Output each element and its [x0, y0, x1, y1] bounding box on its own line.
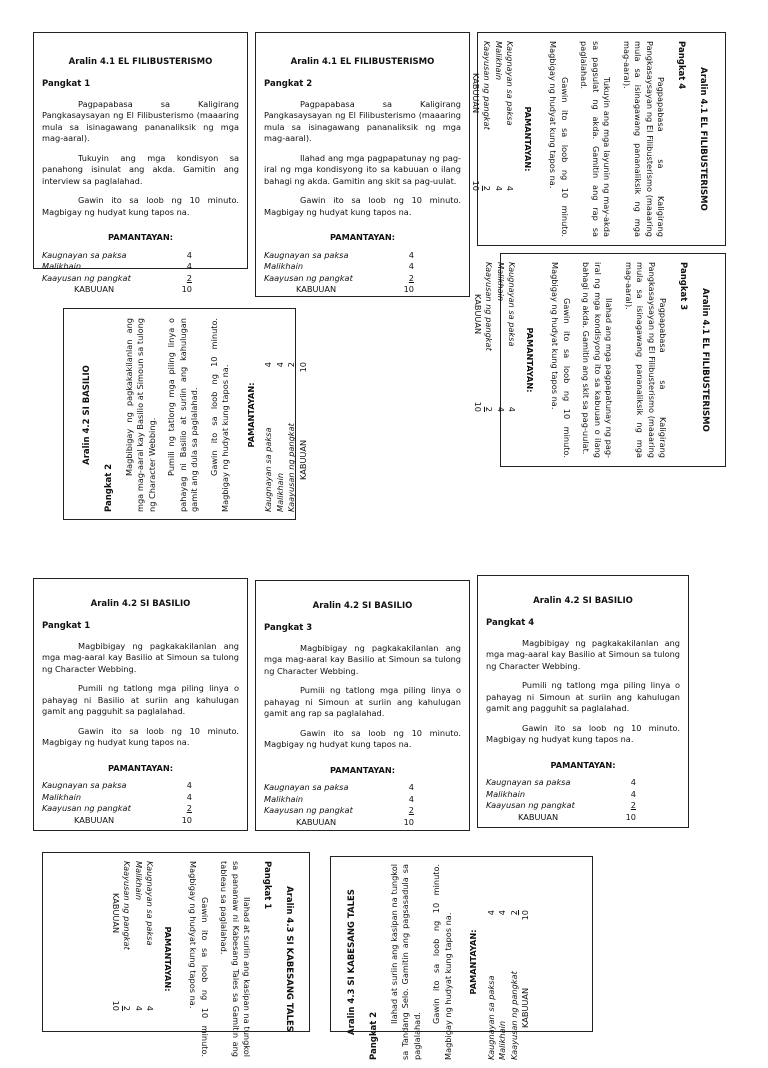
- activity-card: [470, 32, 726, 246]
- instruction-text: Gawin ito sa loob ng 10 minuto. Magbigay ng hudyat kung tapos na.: [42, 195, 239, 217]
- criteria-title: PAMANTAYAN:: [329, 232, 396, 243]
- instruction-text: Gawin ito sa loob ng 10 minuto. Magbigay ng hudyat kung tapos na.: [431, 864, 453, 1060]
- card-title: Aralin 4.2 SI BASILIO: [312, 601, 413, 611]
- instruction-text: Magbibigay ng pagkakakilanlan ang mga mag-aaral kay Basilio at Simoun sa tulong ng Character Webbing.: [264, 642, 461, 676]
- total-score: 10: [181, 284, 192, 295]
- criteria-score: 2: [408, 272, 414, 283]
- group-label: Pangkat 2: [264, 78, 313, 89]
- criteria-title: PAMANTAYAN:: [162, 926, 173, 992]
- total-score: 10: [472, 401, 483, 412]
- total-label: KABUUAN: [296, 284, 337, 295]
- criteria-score: 4: [186, 249, 192, 260]
- group-label: Pangkat 1: [42, 78, 91, 89]
- instruction-text: Gawin ito sa loob ng 10 minuto. Magbigay ng hudyat kung tapos na.: [486, 722, 680, 745]
- group-label: Pangkat 1: [262, 861, 273, 910]
- criteria-label: Kaayusan ng pangkat: [486, 800, 575, 811]
- card-content: [470, 33, 726, 245]
- card-title: Aralin 4.2 SI BASILIO: [533, 596, 633, 606]
- criteria-label: Kaugnayan sa paksa: [264, 782, 349, 793]
- criteria-label: Kaayusan ng pangkat: [482, 41, 493, 130]
- criteria-score: 2: [186, 803, 192, 814]
- criteria-label: Kaugnayan sa paksa: [505, 41, 516, 126]
- card-title: Aralin 4.3 SI KABESANG TALES: [284, 886, 294, 1032]
- total-score: 10: [520, 910, 531, 921]
- card-title: Aralin 4.2 SI BASILIO: [82, 365, 92, 465]
- criteria-score: 4: [408, 249, 414, 260]
- total-score: 10: [403, 816, 414, 827]
- criteria-label: Kaugnayan sa paksa: [42, 780, 127, 791]
- instruction-text: Pagpapabasa sa Kaligirang Pangkasaysayan ng El Filibusterismo (maaaring mula sa isinagawang pananaliksik ng mga mag-aaral).: [621, 41, 667, 237]
- criteria-label: Kaugnayan sa paksa: [507, 262, 518, 347]
- criteria-label: Kaugnayan sa paksa: [264, 249, 349, 260]
- criteria-table: [486, 910, 532, 1060]
- criteria-label: Kaugnayan sa paksa: [263, 427, 274, 512]
- criteria-score: 4: [630, 788, 636, 799]
- criteria-label: Kaayusan ng pangkat: [484, 262, 495, 351]
- total-label: KABUUAN: [74, 814, 115, 825]
- instruction-text: Pumili ng tatlong mga piling linya o pahayag ni Basilio at suriin ang kahulugan gamit ang dula sa paglalahad.: [166, 318, 200, 512]
- instruction-text: Pumili ng tatlong mga piling linya o pahayag ni Simoun at suriin ang kahulugan gamit ang pagguhit sa paglalahad.: [486, 680, 680, 714]
- criteria-score: 4: [630, 777, 636, 788]
- criteria-label: Malikhain: [495, 262, 506, 302]
- criteria-score: 4: [505, 185, 516, 191]
- card-content: [478, 576, 688, 831]
- criteria-score: 2: [408, 805, 414, 816]
- card-title: Aralin 4.1 EL FILIBUSTERISMO: [68, 57, 213, 67]
- instruction-text: Ilahad at suriin ang kasipan na tungkol sa Tandang Selo. Gamitin ang pagsasadula sa paglalahad.: [388, 864, 422, 1060]
- card-content: [64, 310, 308, 520]
- criteria-label: Malikhain: [133, 861, 144, 901]
- group-label: Pangkat 4: [676, 41, 687, 90]
- criteria-table: [42, 780, 192, 826]
- activity-card: [255, 32, 470, 297]
- criteria-table: [264, 782, 414, 828]
- instruction-text: Pagpapabasa sa Kaligirang Pangkasaysayan ng El Filibusterismo (maaaring mula sa isinagawang pananaliksik ng mga mag-aaral).: [42, 98, 239, 144]
- instruction-text: Ilahad ang mga pagpapatunay ng pag-iral ng mga kondisyong ito sa kabuuan o ilang bahagi ng akda. Gamitin ang skit sa pag-uulat.: [581, 262, 615, 458]
- criteria-score: 2: [122, 1005, 133, 1011]
- criteria-score: 4: [186, 261, 192, 272]
- total-label: KABUUAN: [110, 893, 121, 934]
- card-content: [34, 579, 247, 834]
- group-label: Pangkat 2: [103, 463, 114, 512]
- criteria-label: Malikhain: [42, 791, 82, 802]
- criteria-table: [264, 250, 414, 296]
- criteria-score: 4: [507, 406, 518, 412]
- criteria-title: PAMANTAYAN:: [107, 232, 174, 243]
- criteria-score: 4: [263, 362, 274, 368]
- total-label: KABUUAN: [518, 811, 559, 822]
- criteria-title: PAMANTAYAN:: [524, 327, 535, 393]
- criteria-label: Malikhain: [486, 788, 526, 799]
- instruction-text: Pumili ng tatlong mga piling linya o pahayag ni Simoun at suriin ang kahulugan gamit ang rap sa paglalahad.: [264, 685, 461, 719]
- card-content: [256, 33, 469, 304]
- instruction-text: Tukuyin ang mga kondisyon sa panahong isinulat ang akda. Gamitin ang interview sa paglalahad.: [42, 152, 239, 186]
- activity-card: [33, 32, 248, 295]
- instruction-text: Ilahad at suriin ang kasipan na tungkol sa pananaw ni Kabesang Tales sa Gamitin ang tableau sa paglalahad.: [219, 861, 253, 1057]
- instruction-text: Tukuyin ang mga layunin ng may-akda sa pagsulat ng akda. Gamitin ang rap sa paglalahad.: [579, 41, 613, 237]
- card-content: [331, 856, 592, 1068]
- criteria-score: 2: [186, 272, 192, 283]
- criteria-score: 4: [408, 782, 414, 793]
- criteria-label: Kaayusan ng pangkat: [508, 971, 519, 1060]
- criteria-label: Kaugnayan sa paksa: [486, 777, 571, 788]
- instruction-text: Pagpapabasa sa Kaligirang Pangkasaysayan ng El Filibusterismo (maaaring mula sa isinagawang pananaliksik ng mga mag-aaral).: [264, 98, 461, 144]
- instruction-text: Gawin ito sa loob ng 10 minuto. Magbigay ng hudyat kung tapos na.: [548, 41, 570, 237]
- criteria-label: Malikhain: [264, 261, 304, 272]
- total-label: KABUUAN: [470, 73, 481, 114]
- criteria-label: Kaayusan ng pangkat: [42, 272, 131, 283]
- card-content: [472, 254, 726, 466]
- card-content: [256, 581, 469, 836]
- instruction-text: Magbibigay ng pagkakakilanlan ang mga mag-aaral kay Basilio at Simoun sa tulong ng Character Webbing.: [486, 637, 680, 671]
- instruction-text: Gawin ito sa loob ng 10 minuto. Magbigay ng hudyat kung tapos na.: [188, 861, 210, 1057]
- criteria-table: [469, 41, 515, 191]
- criteria-score: 2: [286, 362, 297, 368]
- instruction-text: Gawin ito sa loob ng 10 minuto. Magbigay ng hudyat kung tapos na.: [550, 262, 572, 458]
- total-score: 10: [470, 180, 481, 191]
- group-label: Pangkat 3: [678, 262, 689, 311]
- criteria-label: Kaugnayan sa paksa: [42, 249, 127, 260]
- total-score: 10: [181, 814, 192, 825]
- activity-card: [33, 578, 248, 831]
- criteria-title: PAMANTAYAN:: [468, 929, 479, 995]
- instruction-text: Magbibigay ng pagkakakilanlan ang mga mag-aaral kay Basilio at Simoun sa tulong ng Character Webbing.: [123, 318, 157, 512]
- activity-card: [477, 575, 689, 828]
- criteria-table: [486, 777, 636, 823]
- card-title: Aralin 4.1 EL FILIBUSTERISMO: [700, 288, 710, 432]
- total-score: 10: [625, 811, 636, 822]
- total-label: KABUUAN: [472, 294, 483, 335]
- criteria-label: Malikhain: [274, 472, 285, 512]
- criteria-label: Kaayusan ng pangkat: [264, 805, 353, 816]
- criteria-label: Malikhain: [493, 41, 504, 81]
- total-label: KABUUAN: [520, 987, 531, 1028]
- group-label: Pangkat 2: [368, 1011, 379, 1060]
- criteria-score: 4: [145, 1005, 156, 1011]
- total-score: 10: [403, 284, 414, 295]
- group-label: Pangkat 3: [264, 622, 313, 633]
- criteria-table: [471, 262, 517, 412]
- group-label: Pangkat 1: [42, 620, 91, 631]
- criteria-label: Kaayusan ng pangkat: [286, 423, 297, 512]
- total-label: KABUUAN: [74, 284, 115, 295]
- criteria-title: PAMANTAYAN:: [550, 759, 616, 770]
- criteria-label: Kaugnayan sa paksa: [485, 975, 496, 1060]
- total-label: KABUUAN: [297, 439, 308, 480]
- instruction-text: Ilahad ang mga pagpapatunay ng pag-iral ng mga kondisyong ito sa kabuuan o ilang bahagi ng akda. Gamitin ang skit sa pag-uulat.: [264, 152, 461, 186]
- criteria-table: [109, 861, 155, 1011]
- instruction-text: Gawin ito sa loob ng 10 minuto. Magbigay ng hudyat kung tapos na.: [264, 727, 461, 750]
- criteria-score: 4: [274, 362, 285, 368]
- criteria-label: Kaayusan ng pangkat: [264, 272, 353, 283]
- card-title: Aralin 4.2 SI BASILIO: [90, 599, 191, 609]
- total-score: 10: [110, 1000, 121, 1011]
- criteria-score: 2: [508, 910, 519, 916]
- criteria-label: Kaayusan ng pangkat: [122, 861, 133, 950]
- card-title: Aralin 4.1 EL FILIBUSTERISMO: [698, 67, 708, 211]
- criteria-score: 2: [484, 406, 495, 412]
- activity-card: [472, 253, 726, 467]
- criteria-score: 4: [186, 791, 192, 802]
- card-content: [34, 33, 247, 304]
- activity-card: [255, 580, 470, 831]
- criteria-table: [263, 362, 309, 512]
- card-content: [44, 853, 310, 1065]
- activity-card: [42, 852, 310, 1057]
- criteria-label: Malikhain: [497, 1020, 508, 1060]
- criteria-label: Kaayusan ng pangkat: [42, 803, 131, 814]
- criteria-table: [42, 250, 192, 296]
- instruction-text: Gawin ito sa loob ng 10 minuto. Magbigay ng hudyat kung tapos na.: [264, 195, 461, 217]
- criteria-score: 4: [493, 185, 504, 191]
- card-title: Aralin 4.1 EL FILIBUSTERISMO: [290, 57, 435, 67]
- group-label: Pangkat 4: [486, 617, 535, 628]
- criteria-score: 2: [482, 185, 493, 191]
- criteria-title: PAMANTAYAN:: [522, 106, 533, 172]
- total-score: 10: [297, 362, 308, 373]
- criteria-title: PAMANTAYAN:: [329, 764, 396, 775]
- criteria-score: 4: [408, 261, 414, 272]
- criteria-label: Kaugnayan sa paksa: [145, 861, 156, 946]
- instruction-text: Magbibigay ng pagkakakilanlan ang mga mag-aaral kay Basilio at Simoun sa tulong ng Character Webbing.: [42, 640, 239, 674]
- instruction-text: Gawin ito sa loob ng 10 minuto. Magbigay ng hudyat kung tapos na.: [42, 725, 239, 748]
- criteria-title: PAMANTAYAN:: [107, 762, 174, 773]
- instruction-text: Pagpapabasa sa Kaligirang Pangkasaysayan ng El Filibusterismo (maaaring mula sa isinagawang pananaliksik ng mga mag-aaral).: [623, 262, 669, 458]
- criteria-score: 4: [186, 780, 192, 791]
- criteria-score: 4: [408, 793, 414, 804]
- criteria-label: Malikhain: [264, 793, 304, 804]
- criteria-score: 4: [133, 1005, 144, 1011]
- total-label: KABUUAN: [296, 816, 337, 827]
- criteria-score: 2: [630, 800, 636, 811]
- card-title: Aralin 4.3 SI KABESANG TALES: [347, 889, 357, 1035]
- instruction-text: Gawin ito sa loob ng 10 minuto. Magbigay ng hudyat kung tapos na.: [208, 318, 231, 512]
- criteria-title: PAMANTAYAN:: [245, 382, 256, 448]
- activity-card: [330, 856, 593, 1060]
- criteria-score: 4: [495, 406, 506, 412]
- criteria-score: 4: [497, 910, 508, 916]
- activity-card: [63, 308, 308, 520]
- instruction-text: Pumili ng tatlong mga piling linya o pahayag ni Basilio at suriin ang kahulugan gamit ang pagguhit sa paglalahad.: [42, 683, 239, 717]
- criteria-score: 4: [485, 910, 496, 916]
- criteria-label: Malikhain: [42, 261, 82, 272]
